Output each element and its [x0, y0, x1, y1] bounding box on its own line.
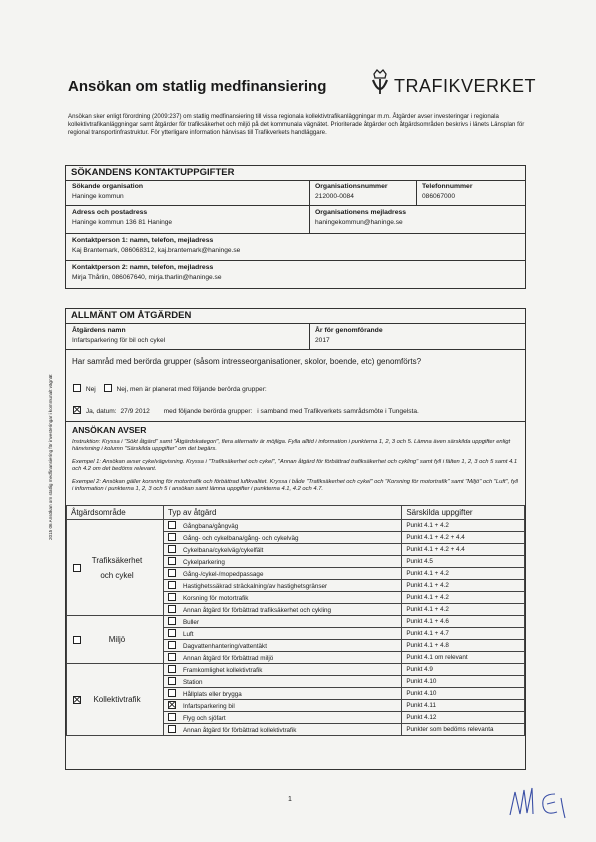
handwritten-initials [505, 780, 575, 830]
type-cell [163, 532, 401, 544]
info-label: Punkt 4.1 + 4.2 [406, 570, 449, 577]
type-label: Cykelbana/cykelväg/cykelfält [182, 547, 264, 554]
info-label: Punkt 4.1 + 4.6 [406, 618, 449, 625]
type-label: Flyg och sjöfart [182, 715, 226, 722]
info-cell [402, 520, 525, 532]
address-field[interactable]: Haninge kommun 136 81 Haninge [72, 219, 173, 226]
page-title: Ansökan om statlig medfinansiering [68, 78, 327, 95]
consult-yes-checkbox[interactable] [73, 406, 81, 414]
application-title: ANSÖKAN AVSER [72, 425, 147, 435]
info-label: Punkt 4.1 + 4.2 + 4.4 [406, 546, 465, 553]
type-cell [163, 652, 401, 664]
info-label: Punkt 4.9 [406, 666, 433, 673]
info-label: Punkt 4.1 om relevant [406, 654, 468, 661]
type-checkbox[interactable] [168, 617, 176, 625]
type-label: Buller [182, 619, 200, 626]
contact-row-4 [66, 260, 525, 288]
type-label: Annan åtgärd för förbättrad kollektivtrafik [182, 727, 297, 734]
type-checkbox[interactable] [168, 701, 176, 709]
type-label: Annan åtgärd för förbättrad miljö [182, 655, 274, 662]
type-label: Hållplats eller brygga [182, 691, 242, 698]
type-checkbox[interactable] [168, 557, 176, 565]
type-cell [163, 724, 401, 736]
type-cell [163, 664, 401, 676]
consult-block [66, 349, 525, 421]
type-checkbox[interactable] [168, 665, 176, 673]
type-label: Infartsparkering bil [182, 703, 235, 710]
area-cell [67, 664, 164, 736]
type-label: Annan åtgärd för förbättrad trafiksäkerhet och cykling [182, 607, 331, 614]
section-title: SÖKANDENS KONTAKTUPPGIFTER [71, 167, 235, 178]
info-label: Punkt 4.1 + 4.2 + 4.4 [406, 534, 465, 541]
area-label: Kollektivtrafik [93, 695, 141, 704]
info-cell [402, 676, 525, 688]
measure-name-label: Åtgärdens namn [72, 327, 126, 334]
side-note: 2015 06 Ansökan om statlig medfinansiering för investeringar i kommunalt vägnät [48, 374, 53, 540]
type-cell [163, 676, 401, 688]
year-field[interactable]: 2017 [315, 337, 330, 344]
contact-row-3 [66, 233, 525, 260]
info-cell [402, 556, 525, 568]
info-cell [402, 592, 525, 604]
type-label: Gångbana/gångväg [182, 523, 239, 530]
consult-planned-label: Nej, men är planerat med följande berörda grupper: [116, 386, 267, 393]
area-label: Trafiksäkerhet och cykel [91, 555, 143, 580]
type-cell [163, 640, 401, 652]
info-label: Punkt 4.1 + 4.2 [406, 606, 449, 613]
person2-field[interactable]: Mirja Thårlin, 086067640, mirja.tharlin@haninge.se [72, 274, 222, 281]
info-cell [402, 664, 525, 676]
section-title: ALLMÄNT OM ÅTGÄRDEN [71, 310, 192, 321]
type-cell [163, 556, 401, 568]
trafikverket-logo [370, 66, 537, 106]
type-checkbox[interactable] [168, 605, 176, 613]
info-cell [402, 628, 525, 640]
type-cell [163, 580, 401, 592]
year-label: År för genomförande [315, 327, 383, 334]
consult-no-label: Nej [85, 386, 96, 393]
col-info-header: Särskilda uppgifter [402, 506, 525, 520]
info-cell [402, 688, 525, 700]
type-cell [163, 544, 401, 556]
org-field[interactable]: Haninge kommun [72, 193, 124, 200]
person1-label: Kontaktperson 1: namn, telefon, mejladress [72, 237, 214, 244]
consult-groups-field[interactable]: i samband med Trafikverkets samrådsmöte i Tungelsta. [257, 408, 419, 415]
info-cell [402, 700, 525, 712]
intro-text: Ansökan sker enligt förordning (2009:237) om statlig medfinansiering till vissa regionala kollektivtrafikanläggningar m.m. Åtgärder avser investeringar i regionala kollektivtrafikanläggningar samt åtgärder för trafiksäkerhet och miljö på det kommunala vägnätet. Prioriterade åtgärder och åtgärdsområden beskrivs i länets Länsplan för regional transportinfrastruktur. För ytterligare information hänvisas till Trafikverkets handläggare. [68, 113, 525, 136]
measure-name-field[interactable]: Infartsparkering för bil och cykel [72, 337, 166, 344]
type-checkbox[interactable] [168, 689, 176, 697]
orgnr-label: Organisationsnummer [315, 183, 388, 190]
address-label: Adress och postadress [72, 209, 148, 216]
info-label: Punkt 4.1 + 4.2 [406, 594, 449, 601]
general-row-1 [66, 323, 525, 349]
example-1-text: Exempel 1: Ansökan avser cykelvägvisning. Kryssa i "Trafiksäkerhet och cykel", "Annan åtgärd för förbättrad trafiksäkerhet och cykling" samt fyll i fälten 1, 2, 3 och 5 samt 4.1 och 4.2 om det bedöms relevant. [72, 459, 518, 472]
type-label: Hastighetssäkrad sträckalning/av hastighetsgränser [182, 583, 328, 590]
type-cell [163, 592, 401, 604]
area-checkbox[interactable] [73, 696, 81, 704]
info-label: Punkt 4.1 + 4.2 [406, 582, 449, 589]
type-checkbox[interactable] [168, 653, 176, 661]
info-cell [402, 568, 525, 580]
type-checkbox[interactable] [168, 713, 176, 721]
type-cell [163, 688, 401, 700]
info-label: Punkter som bedöms relevanta [406, 726, 494, 733]
consult-question: Har samråd med berörda grupper (såsom intresseorganisationer, skolor, boende, etc) genomförts? [72, 357, 422, 366]
type-label: Korsning för motortrafik [182, 595, 249, 602]
info-cell [402, 640, 525, 652]
area-checkbox[interactable] [73, 636, 81, 644]
contact-row-1 [66, 180, 525, 205]
info-label: Punkt 4.10 [406, 690, 437, 697]
contact-row-2 [66, 205, 525, 233]
person2-label: Kontaktperson 2: namn, telefon, mejladress [72, 264, 214, 271]
type-label: Dagvattenhantering/vattentäkt [182, 643, 267, 650]
type-checkbox[interactable] [168, 521, 176, 529]
orgnr-field[interactable]: 212000-0084 [315, 193, 354, 200]
info-label: Punkt 4.1 + 4.8 [406, 642, 449, 649]
info-label: Punkt 4.1 + 4.7 [406, 630, 449, 637]
consult-yes-label: Ja, datum: [85, 408, 117, 415]
type-label: Luft [182, 631, 194, 638]
info-cell [402, 580, 525, 592]
area-cell [67, 520, 164, 616]
page-number: 1 [288, 796, 292, 803]
type-label: Gång- och cykelbana/gång- och cykelväg [182, 535, 299, 542]
info-label: Punkt 4.10 [406, 678, 437, 685]
phone-field[interactable]: 086067000 [422, 193, 456, 200]
type-checkbox[interactable] [168, 629, 176, 637]
info-cell [402, 616, 525, 628]
info-cell [402, 652, 525, 664]
info-label: Punkt 4.5 [406, 558, 433, 565]
general-section [65, 308, 526, 770]
type-checkbox[interactable] [168, 725, 176, 733]
type-cell [163, 700, 401, 712]
type-checkbox[interactable] [168, 677, 176, 685]
phone-label: Telefonnummer [422, 183, 473, 190]
type-checkbox[interactable] [168, 545, 176, 553]
type-label: Framkomlighet kollektivtrafik [182, 667, 263, 674]
info-cell [402, 544, 525, 556]
type-label: Gång-/cykel-/mopedpassage [182, 571, 264, 578]
type-cell [163, 628, 401, 640]
type-label: Station [182, 679, 203, 686]
info-label: Punkt 4.1 + 4.2 [406, 522, 449, 529]
type-checkbox[interactable] [168, 641, 176, 649]
info-cell [402, 712, 525, 724]
type-checkbox[interactable] [168, 569, 176, 577]
col-area-header: Åtgärdsområde [67, 506, 164, 520]
type-cell [163, 712, 401, 724]
logo-text: TRAFIKVERKET [394, 76, 537, 96]
type-cell [163, 604, 401, 616]
area-checkbox[interactable] [73, 564, 81, 572]
info-cell [402, 604, 525, 616]
table-row [67, 664, 525, 676]
consult-planned-checkbox[interactable] [104, 384, 112, 392]
contact-section [65, 165, 526, 289]
info-cell [402, 532, 525, 544]
type-checkbox[interactable] [168, 581, 176, 589]
email-field[interactable]: haningekommun@haninge.se [315, 219, 403, 226]
consult-groups-label: med följande berörda grupper: [163, 408, 253, 415]
table-row [67, 520, 525, 532]
consult-date-field[interactable]: 27/9 2012 [120, 408, 150, 415]
type-checkbox[interactable] [168, 533, 176, 541]
instruction-text: Instruktion: Kryssa i "Sökt åtgärd" samt "Åtgärdskategori", flera alternativ är möjliga. Fylla alltid i information i punkterna 1, 2, 3 och 5. Lämna även särskilda uppgifter enligt hänvisning i kolumn "Särskilda uppgifter" om det begärs. [72, 439, 511, 452]
crown-icon [370, 68, 390, 98]
type-cell [163, 568, 401, 580]
measure-table [66, 505, 525, 736]
type-label: Cykelparkering [182, 559, 225, 566]
table-row [67, 616, 525, 628]
type-cell [163, 520, 401, 532]
consult-no-checkbox[interactable] [73, 384, 81, 392]
org-label: Sökande organisation [72, 183, 144, 190]
example-2-text: Exempel 2: Ansökan gäller korsning för motortrafik och förbättrad luftkvalitet. Kryssa i både "Trafiksäkerhet och cykel" och "Korsning för motortrafik" samt "Miljö" och "Luft", fyll i information i punkterna 1, 2, 3 och 5 i ansökan samt lämna uppgifter i punkterna 4.1, 4.2 och 4.7. [72, 479, 518, 492]
info-label: Punkt 4.12 [406, 714, 437, 721]
email-label: Organisationens mejladress [315, 209, 407, 216]
type-cell [163, 616, 401, 628]
info-label: Punkt 4.11 [406, 702, 436, 709]
type-checkbox[interactable] [168, 593, 176, 601]
area-cell [67, 616, 164, 664]
col-type-header: Typ av åtgärd [163, 506, 401, 520]
person1-field[interactable]: Kaj Brantemark, 086068312, kaj.brantemark@haninge.se [72, 247, 241, 254]
area-label: Miljö [108, 635, 126, 644]
application-block [66, 421, 525, 769]
info-cell [402, 724, 525, 736]
